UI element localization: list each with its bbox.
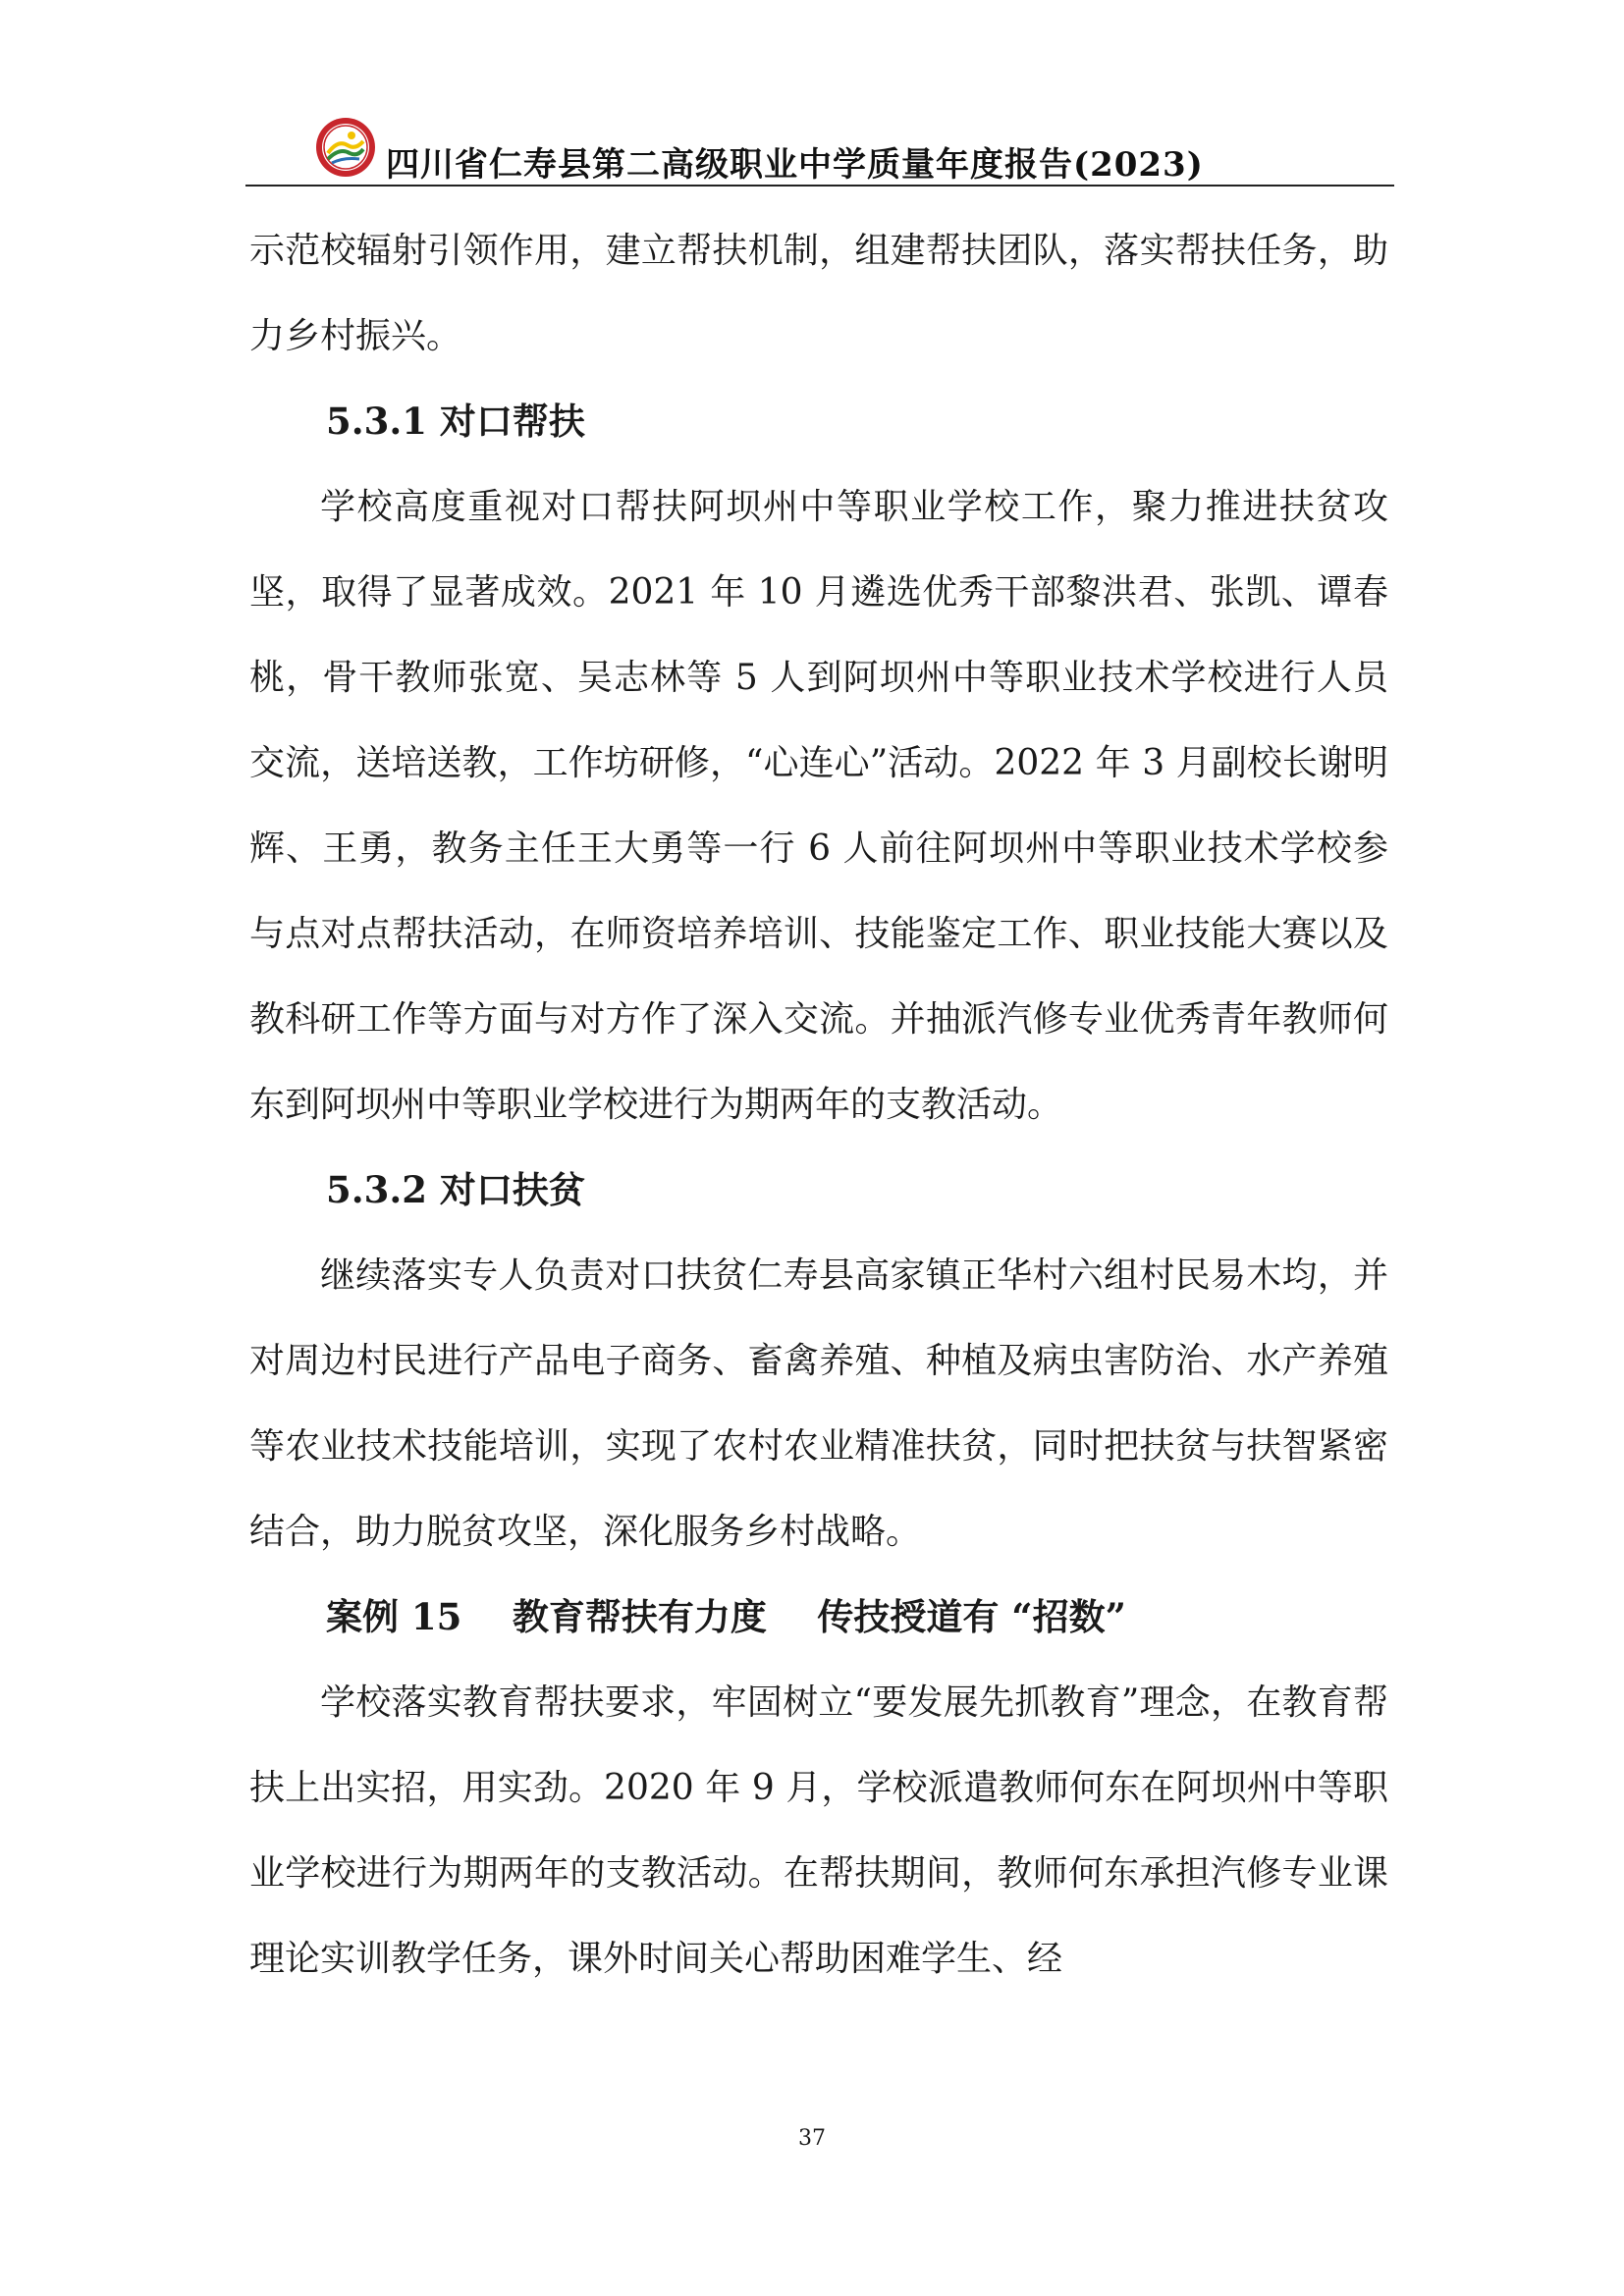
section-5-3-2-paragraph: 继续落实专人负责对口扶贫仁寿县高家镇正华村六组村民易木均，并对周边村民进行产品电子商务、畜禽养殖、种植及病虫害防治、水产养殖等农业技术技能培训，实现了农村农业精准扶贫，同时把扶贫与扶智紧密结合，助力脱贫攻坚，深化服务乡村战略。 bbox=[249, 1255, 1388, 1552]
case-15-paragraph: 学校落实教育帮扶要求，牢固树立“要发展先抓教育”理念，在教育帮扶上出实招，用实劲。2020 年 9 月，学校派遣教师何东在阿坝州中等职业学校进行为期两年的支教活动。在帮扶期间，教师何东承担汽修专业课理论实训教学任务，课外时间关心帮助困难学生、经 bbox=[249, 1682, 1388, 1979]
header-divider bbox=[245, 185, 1394, 187]
page-header bbox=[245, 116, 1394, 185]
report-title: 四川省仁寿县第二高级职业中学质量年度报告(2023) bbox=[386, 145, 1204, 185]
section-5-3-1-paragraph: 学校高度重视对口帮扶阿坝州中等职业学校工作，聚力推进扶贫攻坚，取得了显著成效。2021 年 10 月遴选优秀干部黎洪君、张凯、谭春桃，骨干教师张宽、吴志林等 5 人到阿坝州中等职业技术学校进行人员交流，送培送教，工作坊研修，“心连心”活动。2022 年 3 月副校长谢明辉、王勇，教务主任王大勇等一行 6 人前往阿坝州中等职业技术学校参与点对点帮扶活动，在师资培养培训、技能鉴定工作、职业技能大赛以及教科研工作等方面与对方作了深入交流。并抽派汽修专业优秀青年教师何东到阿坝州中等职业学校进行为期两年的支教活动。 bbox=[249, 487, 1388, 1125]
page-content bbox=[249, 208, 1388, 2002]
case-15-title: 案例 15 教育帮扶有力度 传技授道有 “招数” bbox=[326, 1595, 1126, 1638]
section-heading-5-3-2: 5.3.2 对口扶贫 bbox=[326, 1168, 585, 1211]
page-number: 37 bbox=[798, 2126, 826, 2151]
section-heading-5-3-1: 5.3.1 对口帮扶 bbox=[326, 400, 585, 443]
intro-continuation-paragraph: 示范校辐射引领作用，建立帮扶机制，组建帮扶团队，落实帮扶任务，助力乡村振兴。 bbox=[249, 231, 1388, 356]
school-logo-icon bbox=[314, 116, 377, 179]
